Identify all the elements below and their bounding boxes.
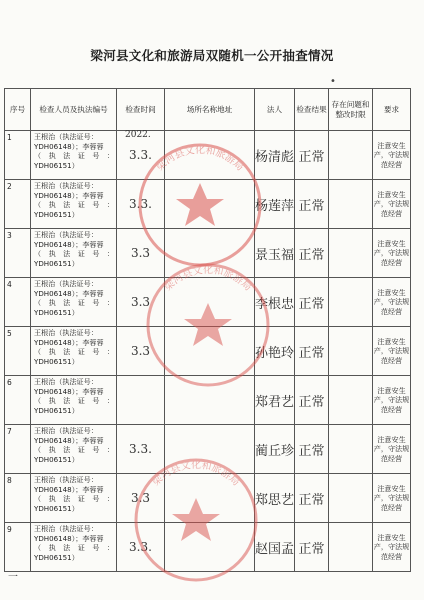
cell-inspectors (31, 523, 117, 572)
inspectors-line-2: （执法证号： (34, 396, 114, 406)
cell-seq: 1 (5, 131, 31, 180)
cell-requirement: 注意安生产，守法规范经营 (373, 327, 411, 376)
cell-venue-address (165, 229, 255, 278)
cell-issues (329, 180, 373, 229)
table-row (5, 278, 411, 327)
cell-legal-person: 杨莲萍 (255, 180, 295, 229)
cell-requirement: 注意安生产，守法规范经营 (373, 180, 411, 229)
cell-venue-address (165, 425, 255, 474)
cell-inspect-time (117, 474, 165, 523)
cell-venue-address (165, 180, 255, 229)
cell-seq: 8 (5, 474, 31, 523)
inspectors-line-3: YDH06151） (34, 552, 79, 562)
header-seq: 序号 (5, 89, 31, 131)
inspectors-line-1: 王根治（执法证号：YDH06148）；李蓉蓉 (34, 279, 104, 298)
cell-result: 正常 (295, 425, 329, 474)
cell-legal-person: 郑思艺 (255, 474, 295, 523)
inspectors-line-1: 王根治（执法证号：YDH06148）；李蓉蓉 (34, 230, 104, 249)
table-row (5, 229, 411, 278)
cell-inspect-time (117, 180, 165, 229)
cell-legal-person: 李根忠 (255, 278, 295, 327)
header-venue-address: 场所名称地址 (165, 89, 255, 131)
cell-inspect-time (117, 523, 165, 572)
inspectors-line-1: 王根治（执法证号：YDH06148）；李蓉蓉 (34, 132, 104, 151)
inspectors-line-2: （执法证号： (34, 543, 114, 553)
inspectors-line-2: （执法证号： (34, 298, 114, 308)
cell-venue-address (165, 376, 255, 425)
cell-inspectors (31, 376, 117, 425)
inspectors-line-1: 王根治（执法证号：YDH06148）；李蓉蓉 (34, 328, 104, 347)
inspectors-line-2: （执法证号： (34, 445, 114, 455)
cell-venue-address (165, 278, 255, 327)
table-row (5, 425, 411, 474)
inspectors-line-3: YDH06151） (34, 405, 79, 415)
cell-inspect-time (117, 376, 165, 425)
cell-issues (329, 523, 373, 572)
svg-text:梁河县文化和旅游局: 梁河县文化和旅游局 (150, 460, 242, 489)
cell-legal-person: 蔺丘珍 (255, 425, 295, 474)
cell-result: 正常 (295, 180, 329, 229)
cell-issues (329, 327, 373, 376)
cell-inspectors (31, 131, 117, 180)
cell-result: 正常 (295, 474, 329, 523)
cell-seq: 4 (5, 278, 31, 327)
svg-text:梁河县文化和旅游局: 梁河县文化和旅游局 (154, 145, 246, 174)
cell-seq: 7 (5, 425, 31, 474)
margin-mark-top: • (330, 76, 336, 87)
inspect-date: 3.3 (130, 246, 151, 260)
cell-venue-address (165, 131, 255, 180)
header-result: 检查结果 (295, 89, 329, 131)
cell-seq: 9 (5, 523, 31, 572)
cell-requirement: 注意安生产，守法规范经营 (373, 474, 411, 523)
cell-inspectors (31, 474, 117, 523)
cell-requirement: 注意安生产，守法规范经营 (373, 278, 411, 327)
svg-text:梁河县文化和旅游局: 梁河县文化和旅游局 (162, 265, 254, 294)
cell-result: 正常 (295, 327, 329, 376)
cell-result: 正常 (295, 131, 329, 180)
table-row (5, 327, 411, 376)
cell-legal-person: 杨清彪 (255, 131, 295, 180)
cell-requirement: 注意安生产，守法规范经营 (373, 523, 411, 572)
inspectors-line-2: （执法证号： (34, 249, 114, 259)
cell-legal-person: 景玉福 (255, 229, 295, 278)
inspectors-line-2: （执法证号： (34, 200, 114, 210)
inspectors-line-2: （执法证号： (34, 494, 114, 504)
inspectors-line-3: YDH06151） (34, 503, 79, 513)
cell-venue-address (165, 474, 255, 523)
cell-inspect-time (117, 327, 165, 376)
header-requirements: 要求 (373, 89, 411, 131)
cell-venue-address (165, 523, 255, 572)
cell-result: 正常 (295, 376, 329, 425)
cell-seq: 2 (5, 180, 31, 229)
inspect-date: 3.3. (129, 540, 152, 554)
inspect-date: 3.3 (130, 344, 151, 358)
inspectors-line-3: YDH06151） (34, 160, 79, 170)
cell-requirement: 注意安生产，守法规范经营 (373, 131, 411, 180)
year-note: 2022. (125, 130, 151, 140)
inspectors-line-2: （执法证号： (34, 347, 114, 357)
header-inspectors: 检查人员及执法编号 (31, 89, 117, 131)
inspect-date: 3.3 (130, 491, 151, 505)
inspectors-line-3: YDH06151） (34, 258, 79, 268)
inspectors-line-2: （执法证号： (34, 151, 114, 161)
cell-result: 正常 (295, 229, 329, 278)
cell-seq: 5 (5, 327, 31, 376)
cell-seq: 3 (5, 229, 31, 278)
inspect-date: 3.3. (129, 442, 152, 456)
cell-inspectors (31, 229, 117, 278)
cell-issues (329, 376, 373, 425)
table-header-row (5, 89, 411, 131)
cell-requirement: 注意安生产，守法规范经营 (373, 229, 411, 278)
table-row (5, 131, 411, 180)
document-title: 梁河县文化和旅游局双随机一公开抽查情况 (90, 48, 334, 63)
cell-requirement: 注意安生产，守法规范经营 (373, 425, 411, 474)
header-legal-person: 法人 (255, 89, 295, 131)
cell-inspect-time (117, 425, 165, 474)
cell-result: 正常 (295, 523, 329, 572)
inspectors-line-1: 王根治（执法证号：YDH06148）；李蓉蓉 (34, 426, 104, 445)
cell-issues (329, 131, 373, 180)
cell-issues (329, 229, 373, 278)
table-row (5, 376, 411, 425)
cell-inspectors (31, 180, 117, 229)
inspectors-line-3: YDH06151） (34, 209, 79, 219)
cell-result: 正常 (295, 278, 329, 327)
table-row (5, 180, 411, 229)
inspectors-line-1: 王根治（执法证号：YDH06148）；李蓉蓉 (34, 377, 104, 396)
inspect-date: 3.3 (130, 295, 151, 309)
cell-legal-person: 孙艳玲 (255, 327, 295, 376)
inspect-date: 3.3. (129, 197, 152, 211)
inspectors-line-3: YDH06151） (34, 356, 79, 366)
header-issues: 存在问题和整改时限 (329, 89, 373, 131)
cell-issues (329, 474, 373, 523)
cell-legal-person: 赵国孟 (255, 523, 295, 572)
cell-inspect-time (117, 229, 165, 278)
inspectors-line-1: 王根治（执法证号：YDH06148）；李蓉蓉 (34, 524, 104, 543)
cell-issues (329, 278, 373, 327)
cell-issues (329, 425, 373, 474)
cell-inspect-time (117, 131, 165, 180)
inspect-date: 3.3. (129, 148, 152, 162)
cell-legal-person: 郑君艺 (255, 376, 295, 425)
cell-inspectors (31, 327, 117, 376)
inspectors-line-1: 王根治（执法证号：YDH06148）；李蓉蓉 (34, 181, 104, 200)
cell-inspectors (31, 278, 117, 327)
header-inspect-time: 检查时间 (117, 89, 165, 131)
inspectors-line-3: YDH06151） (34, 454, 79, 464)
cell-seq: 6 (5, 376, 31, 425)
inspectors-line-3: YDH06151） (34, 307, 79, 317)
inspection-table (4, 88, 411, 572)
cell-requirement: 注意安生产，守法规范经营 (373, 376, 411, 425)
cell-inspect-time (117, 278, 165, 327)
table-row (5, 523, 411, 572)
cell-venue-address (165, 327, 255, 376)
margin-mark-bottom: 一 (8, 572, 18, 583)
table-row (5, 474, 411, 523)
cell-inspectors (31, 425, 117, 474)
inspectors-line-1: 王根治（执法证号：YDH06148）；李蓉蓉 (34, 475, 104, 494)
